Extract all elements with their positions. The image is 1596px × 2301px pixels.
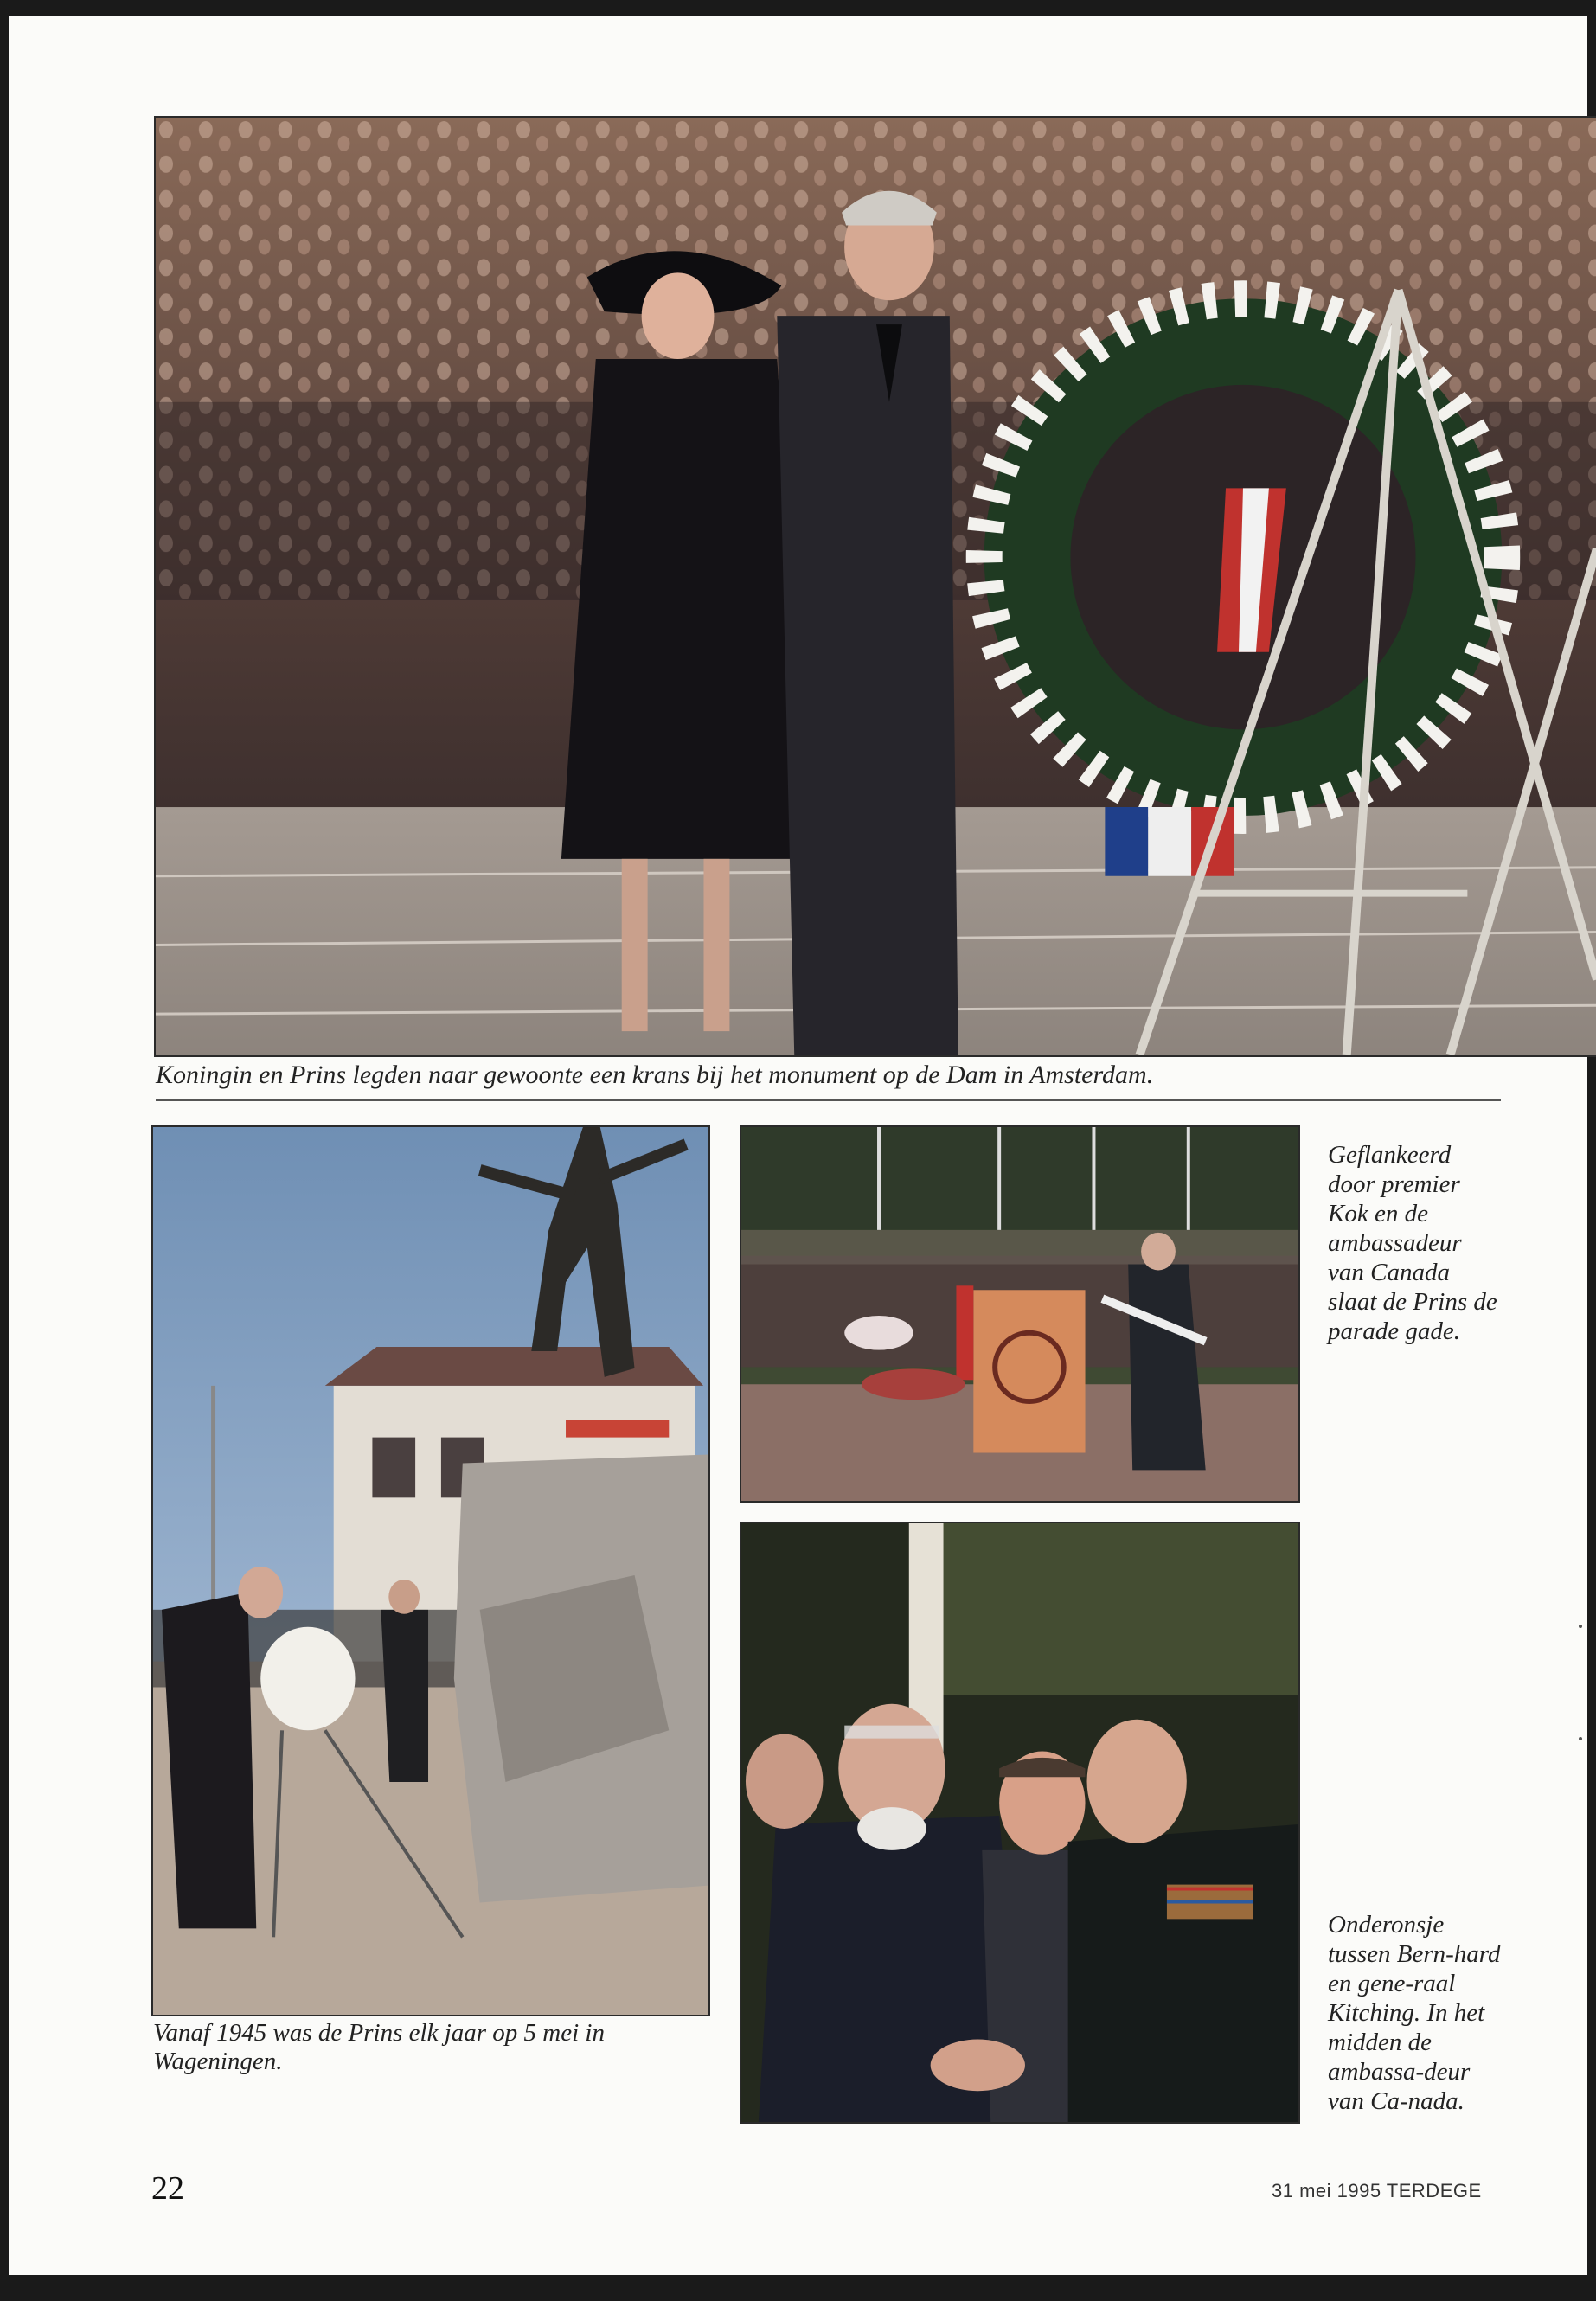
- caption-handshake: Onderonsje tussen Bern-hard en gene-raal Kitching. In het midden de ambassa-deur van Ca-nada.: [1328, 1911, 1501, 2115]
- photo-dam-image: [156, 118, 1596, 1055]
- issue-footer: 31 mei 1995 TERDEGE: [1272, 2180, 1482, 2202]
- margin-mark: [1579, 1737, 1582, 1740]
- photo-wageningen-statue: [151, 1125, 710, 2016]
- photo-dam-monument: [154, 116, 1596, 1057]
- photo-wageningen-image: [153, 1127, 708, 2015]
- divider-rule: [156, 1099, 1501, 1101]
- photo-handshake-image: [741, 1523, 1298, 2122]
- caption-dam: Koningin en Prins legden naar gewoonte een krans bij het monument op de Dam in Amsterdam.: [156, 1061, 1154, 1089]
- caption-parade: Geflankeerd door premier Kok en de ambassadeur van Canada slaat de Prins de parade gade.: [1328, 1141, 1497, 1345]
- photo-parade-image: [741, 1127, 1298, 1501]
- magazine-page: [9, 16, 1587, 2275]
- photo-parade: [740, 1125, 1300, 1503]
- caption-wageningen: Vanaf 1945 was de Prins elk jaar op 5 mei in Wageningen.: [153, 2019, 605, 2075]
- margin-mark: [1579, 1625, 1582, 1628]
- photo-handshake: [740, 1522, 1300, 2124]
- page-number: 22: [151, 2170, 184, 2207]
